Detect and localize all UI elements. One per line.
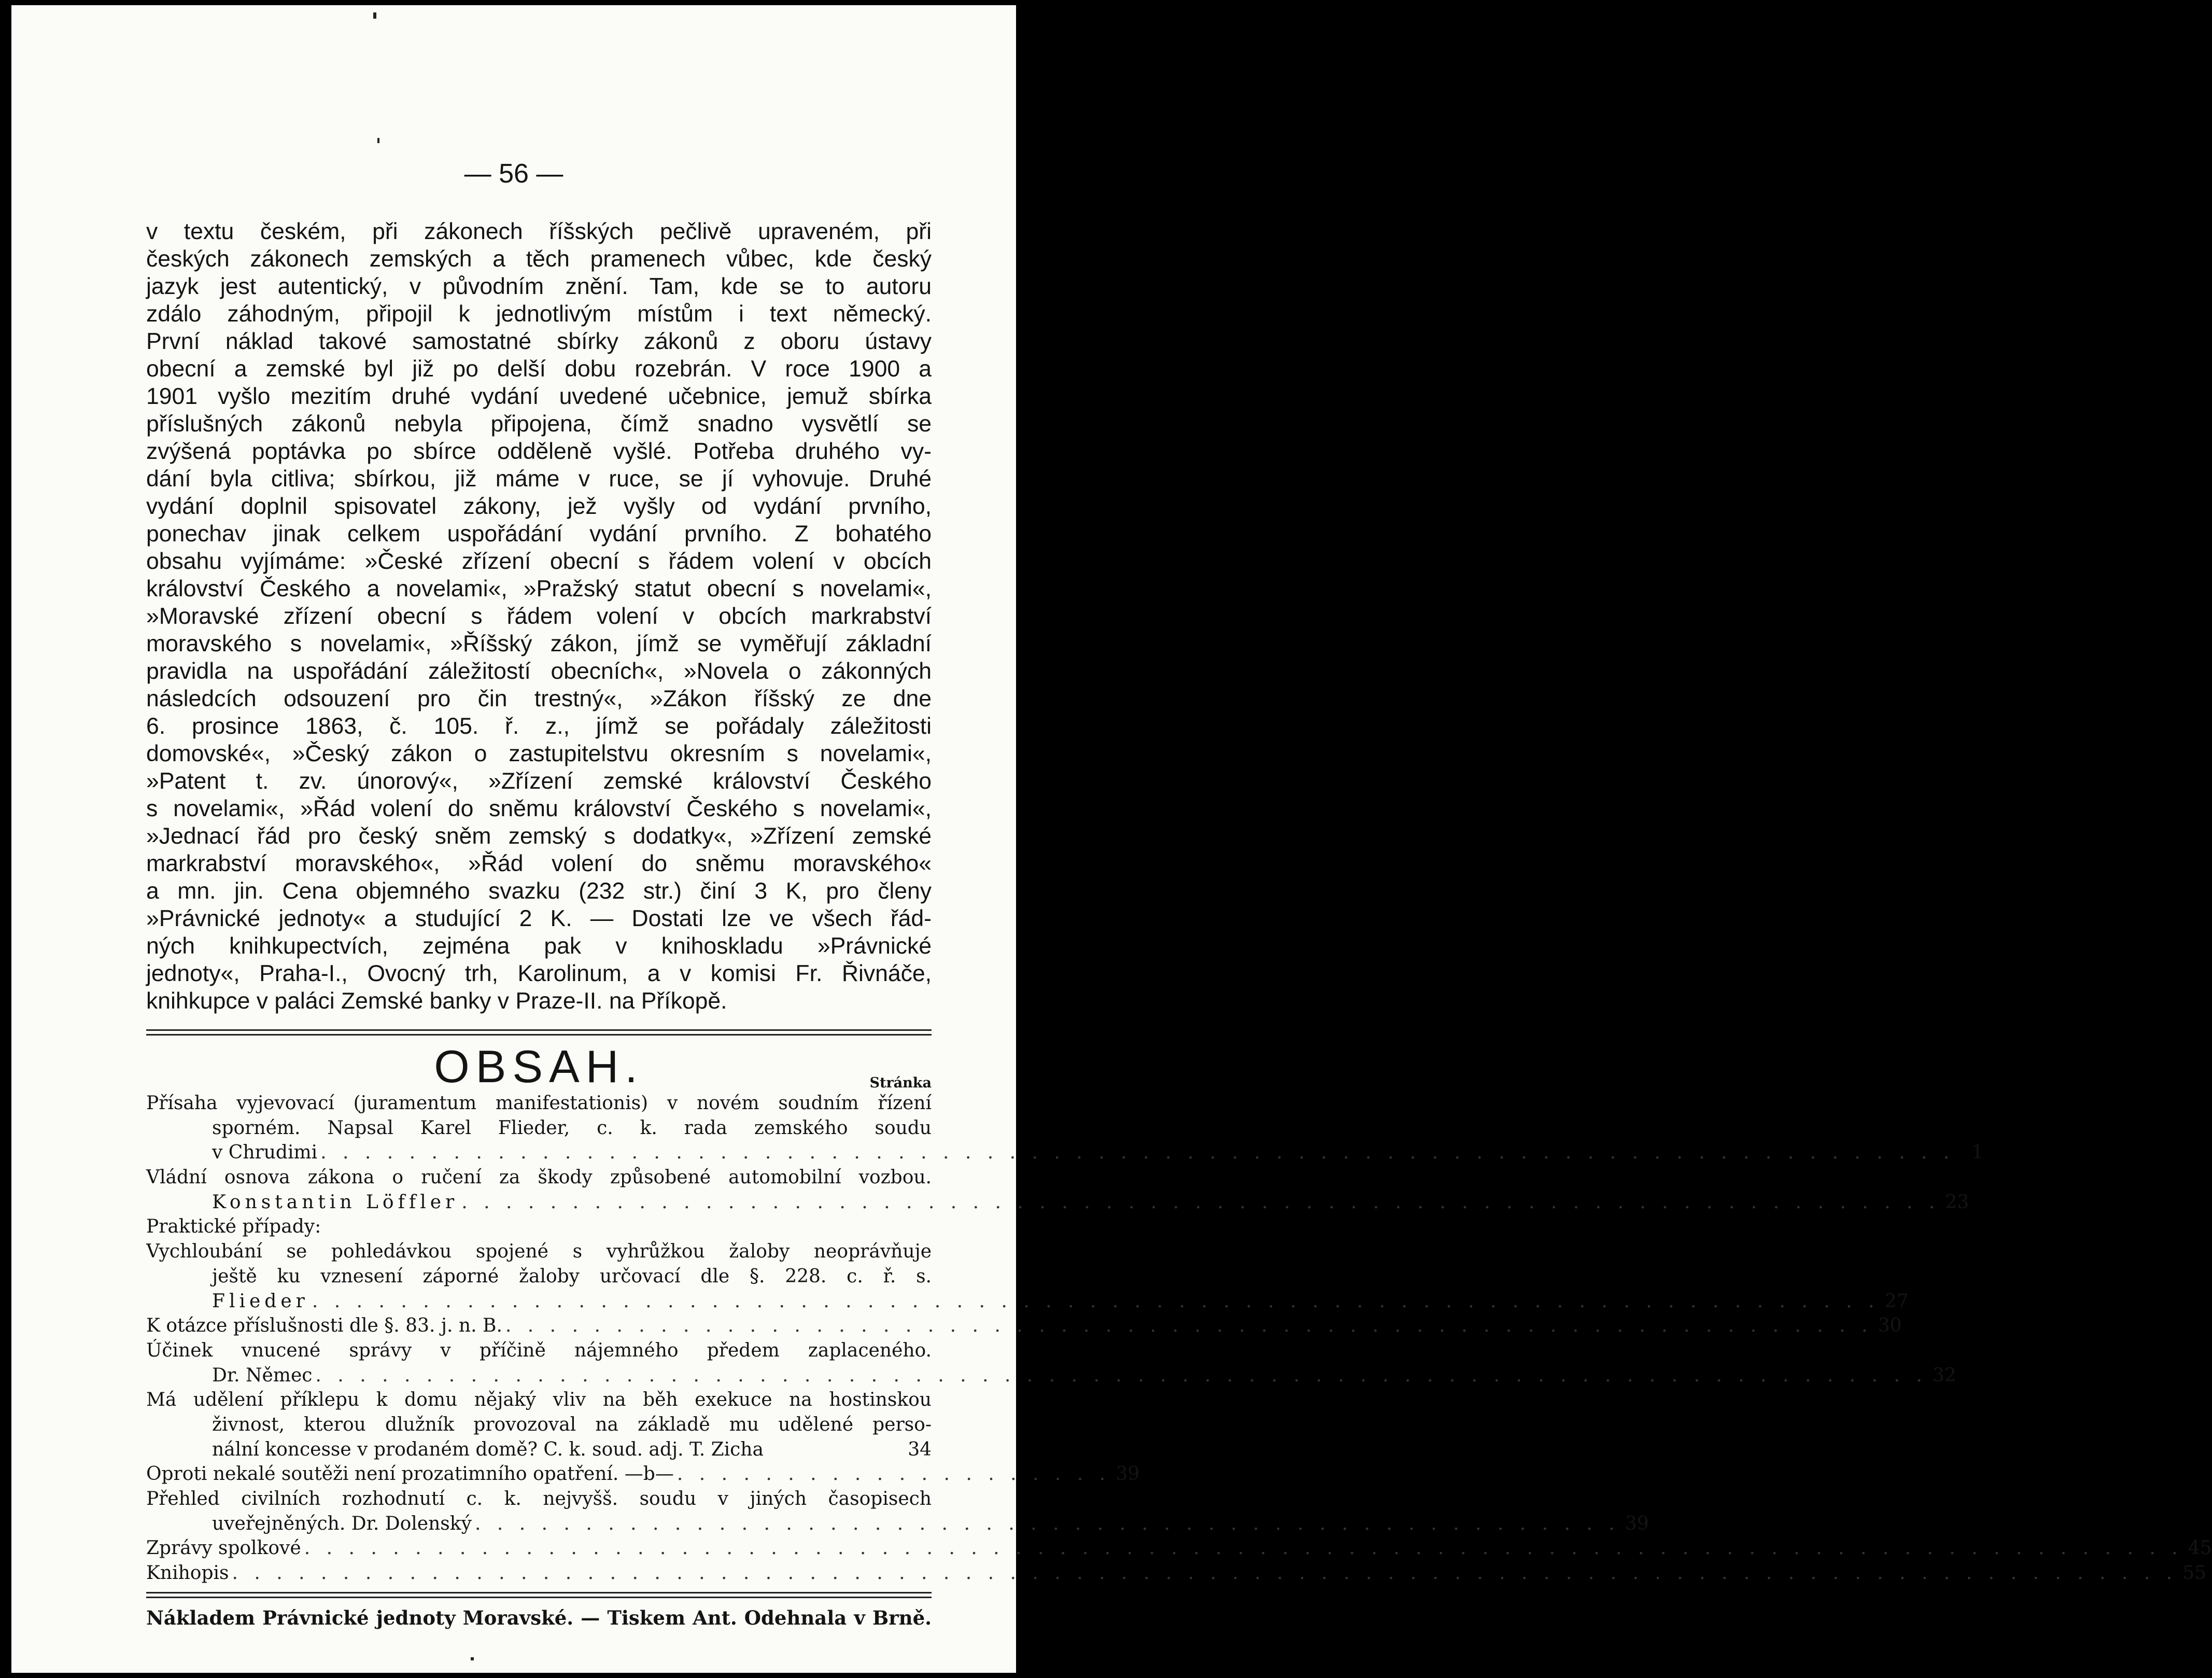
body-line: jednoty«, Praha-I., Ovocný trh, Karolinum, a v komisi Fr. Řivnáče, bbox=[146, 961, 932, 986]
body-line: ponechav jinak celkem uspořádání vydání prvního. Z bohatého bbox=[146, 521, 932, 547]
scan-speck bbox=[377, 138, 379, 143]
scan-speck bbox=[373, 12, 376, 19]
toc-entry-text: Konstantin Löffler bbox=[212, 1191, 459, 1213]
body-line: »Jednací řád pro český sněm zemský s dodatky«, »Zřízení zemské bbox=[146, 823, 932, 849]
toc-entry-text: Zprávy spolkové bbox=[146, 1537, 301, 1559]
body-line: vydání doplnil spisovatel zákony, jež vyšly od vydání prvního, bbox=[146, 494, 932, 519]
toc-page-number: 32 bbox=[1932, 1364, 1956, 1386]
body-line: První náklad takové samostatné sbírky zákonů z oboru ústavy bbox=[146, 329, 932, 354]
toc-entry[interactable] bbox=[146, 1561, 2207, 1586]
body-line: českých zákonech zemských a těch pramenech vůbec, kde český bbox=[146, 246, 932, 272]
toc-entry-text: Vládní osnova zákona o ručení za škody způsobené automobilní vozbou. bbox=[146, 1167, 932, 1188]
toc-entry-text: Přehled civilních rozhodnutí c. k. nejvyšš. soudu v jiných časopisech bbox=[146, 1488, 932, 1509]
toc-page-number: 1 bbox=[1971, 1142, 1984, 1164]
toc-entry-text: sporném. Napsal Karel Flieder, c. k. rada zemského soudu bbox=[212, 1117, 932, 1139]
toc-entry[interactable] bbox=[146, 1116, 932, 1141]
body-line: v textu českém, při zákonech říšských pečlivě upraveném, při bbox=[146, 219, 932, 244]
body-line: jazyk jest autentický, v původním znění. Tam, kde se to autoru bbox=[146, 274, 932, 299]
toc-page-number: 30 bbox=[1878, 1315, 1902, 1337]
toc-entry[interactable] bbox=[146, 1413, 932, 1437]
toc-entry[interactable] bbox=[146, 1140, 1984, 1165]
toc-entry-text: Oproti nekalé soutěži není prozatimního opatření. —b— bbox=[146, 1463, 674, 1485]
toc-entry-text: Flieder bbox=[212, 1290, 309, 1312]
body-line: 1901 vyšlo mezitím druhé vydání uvedené učebnice, jemuž sbírka bbox=[146, 384, 932, 409]
toc-entry[interactable] bbox=[146, 1214, 932, 1239]
toc-page-column-label: Stránka bbox=[869, 1075, 932, 1091]
toc-entry-text: Vychloubání se pohledávkou spojené s vyhrůžkou žaloby neoprávňuje bbox=[146, 1241, 932, 1263]
scan-speck bbox=[471, 1657, 474, 1660]
page-number: — 56 — bbox=[464, 159, 563, 189]
toc-page-number: 27 bbox=[1884, 1290, 1909, 1312]
body-line: »Moravské zřízení obecní s řádem volení v obcích markrabství bbox=[146, 604, 932, 629]
page-content bbox=[146, 218, 2212, 1586]
body-line: zdálo záhodným, připojil k jednotlivým místům i text německý. bbox=[146, 301, 932, 327]
toc-entry-text: živnost, kterou dlužník provozoval na základě mu udělené perso- bbox=[212, 1414, 932, 1435]
body-line: pravidla na uspořádání záležitostí obecních«, »Novela o zákonných bbox=[146, 659, 932, 684]
toc-entry[interactable] bbox=[146, 1512, 1649, 1536]
section-divider bbox=[146, 1029, 932, 1036]
toc-leader-dots: . . . . . . . . . . . . . . . . . . . . . . . . . . . . . . . . . . . . . . . . . . . . . . . . . . . . . . . . . . . . . . . . . . . . . . . bbox=[312, 1290, 1880, 1312]
toc-page-number: 34 bbox=[908, 1438, 932, 1460]
toc-leader-dots: . . . . . . . . . . . . . . . . . . . . bbox=[677, 1463, 1111, 1485]
toc-entry-text: K otázce příslušnosti dle §. 83. j. n. B. bbox=[146, 1315, 502, 1337]
toc-entry-text: Knihopis bbox=[146, 1562, 229, 1584]
body-line: moravského s novelami«, »Říšský zákon, jímž se vyměřují základní bbox=[146, 631, 932, 656]
toc-entry-text: Praktické případy: bbox=[146, 1216, 321, 1238]
toc-entry[interactable] bbox=[146, 1239, 932, 1264]
toc-entry[interactable] bbox=[146, 1338, 932, 1363]
toc-entry-text: Má udělení příklepu k domu nějaký vliv na běh exekuce na hostinskou bbox=[146, 1389, 932, 1411]
toc-leader-dots: . . . . . . . . . . . . . . . . . . . . . . . . . . . . . . . . . . . . . . . . . . . . . . . . . . . . . . . . . . . . . . . . . . . . . . . . . . . . . . . . . . . . . . . . bbox=[232, 1562, 2178, 1584]
body-line: obsahu vyjímáme: »České zřízení obecní s řádem volení v obcích bbox=[146, 549, 932, 574]
body-line: příslušných zákonů nebyla připojena, čímž snadno vysvětlí se bbox=[146, 411, 932, 437]
publisher-imprint: Nákladem Právnické jednoty Moravské. — Tiskem Ant. Odehnala v Brně. bbox=[146, 1606, 932, 1629]
body-line: království Českého a novelami«, »Pražský statut obecní s novelami«, bbox=[146, 576, 932, 602]
toc-entry[interactable] bbox=[146, 1487, 932, 1512]
body-line: dání byla citliva; sbírkou, již máme v ruce, se jí vyhovuje. Druhé bbox=[146, 466, 932, 492]
footer-divider bbox=[146, 1592, 932, 1598]
book-page bbox=[11, 5, 2212, 1673]
toc-entry-text: ještě ku vznesení záporné žaloby určovací dle §. 228. c. ř. s. bbox=[212, 1265, 932, 1287]
body-line: knihkupce v paláci Zemské banky v Praze-II. na Příkopě. bbox=[146, 988, 727, 1014]
toc-page-number: 55 bbox=[2182, 1562, 2207, 1584]
toc-entry[interactable] bbox=[146, 1363, 1956, 1388]
table-of-contents bbox=[146, 1091, 2212, 1586]
toc-page-number: 45 bbox=[2188, 1537, 2212, 1559]
toc-entry-text: nální koncesse v prodaném domě? C. k. soud. adj. T. Zicha bbox=[212, 1438, 764, 1460]
toc-entry[interactable] bbox=[146, 1388, 932, 1413]
body-line: obecní a zemské byl již po delší dobu rozebrán. V roce 1900 a bbox=[146, 356, 932, 382]
toc-header bbox=[146, 1042, 932, 1091]
toc-leader-dots: . . . . . . . . . . . . . . . . . . . . . . . . . . . . . . . . . . . . . . . . . . . . . . . . . . . . bbox=[474, 1513, 1620, 1534]
toc-leader-dots: . . . . . . . . . . . . . . . . . . . . . . . . . . . . . . . . . . . . . . . . . . . . . . . . . . . . . . . . . . . . . . . . . . . . . . . . . . bbox=[320, 1142, 1955, 1164]
toc-leader-dots: . . . . . . . . . . . . . . . . . . . . . . . . . . . . . . . . . . . . . . . . . . . . . . . . . . . . . . . . . . . . . . bbox=[505, 1315, 1873, 1337]
toc-page-number: 23 bbox=[1945, 1191, 1969, 1213]
toc-leader-dots: . . . . . . . . . . . . . . . . . . . . . . . . . . . . . . . . . . . . . . . . . . . . . . . . . . . . . . . . . . . . . . . . . . . bbox=[461, 1191, 1940, 1213]
body-line: 6. prosince 1863, č. 105. ř. z., jímž se pořádaly záležitosti bbox=[146, 714, 932, 739]
toc-title: OBSAH. bbox=[434, 1041, 644, 1092]
body-line: »Právnické jednoty« a studující 2 K. — Dostati lze ve všech řád- bbox=[146, 906, 932, 931]
toc-entry[interactable] bbox=[146, 1536, 2212, 1561]
toc-leader-dots: . . . . . . . . . . . . . . . . . . . . . . . . . . . . . . . . . . . . . . . . . . . . . . . . . . . . . . . . . . . . . . . . . . . . . . . . . bbox=[315, 1364, 1927, 1386]
body-line: domovské«, »Český zákon o zastupitelstvu okresním s novelami«, bbox=[146, 741, 932, 766]
toc-page-number: 39 bbox=[1116, 1463, 1140, 1485]
toc-entry-text: v Chrudimi bbox=[212, 1142, 318, 1164]
toc-entry[interactable] bbox=[146, 1437, 932, 1462]
body-line: zvýšená poptávka po sbírce odděleně vyšlé. Potřeba druhého vy- bbox=[146, 439, 932, 464]
toc-leader-dots: . . . . . . . . . . . . . . . . . . . . . . . . . . . . . . . . . . . . . . . . . . . . . . . . . . . . . . . . . . . . . . . . . . . . . . . . . . . . . . . . . . . . . bbox=[304, 1537, 2183, 1559]
body-line: ných knihkupectvích, zejména pak v knihoskladu »Právnické bbox=[146, 933, 932, 959]
toc-entry[interactable] bbox=[146, 1165, 932, 1190]
body-line: markrabství moravského«, »Řád volení do sněmu moravského« bbox=[146, 851, 932, 876]
toc-entry-text: uveřejněných. Dr. Dolenský bbox=[212, 1513, 472, 1534]
body-line: následcích odsouzení pro čin trestný«, »Zákon říšský ze dne bbox=[146, 686, 932, 711]
toc-page-number: 39 bbox=[1625, 1513, 1649, 1534]
toc-entry[interactable] bbox=[146, 1091, 932, 1116]
toc-entry[interactable] bbox=[146, 1264, 932, 1289]
toc-entry[interactable] bbox=[146, 1313, 1902, 1338]
toc-entry-text: Dr. Němec bbox=[212, 1364, 313, 1386]
toc-entry-text: Účinek vnucené správy v příčině nájemného předem zaplaceného. bbox=[146, 1339, 932, 1361]
toc-entry[interactable] bbox=[146, 1190, 1969, 1215]
body-paragraph bbox=[146, 218, 932, 1015]
body-line: s novelami«, »Řád volení do sněmu království Českého s novelami«, bbox=[146, 796, 932, 821]
toc-entry[interactable] bbox=[146, 1289, 1909, 1314]
body-line: a mn. jin. Cena objemného svazku (232 str.) činí 3 K, pro členy bbox=[146, 878, 932, 904]
toc-entry[interactable] bbox=[146, 1462, 1140, 1487]
toc-entry-text: Přísaha vyjevovací (juramentum manifestationis) v novém soudním řízení bbox=[146, 1093, 932, 1114]
body-line: »Patent t. zv. únorový«, »Zřízení zemské království Českého bbox=[146, 768, 932, 794]
